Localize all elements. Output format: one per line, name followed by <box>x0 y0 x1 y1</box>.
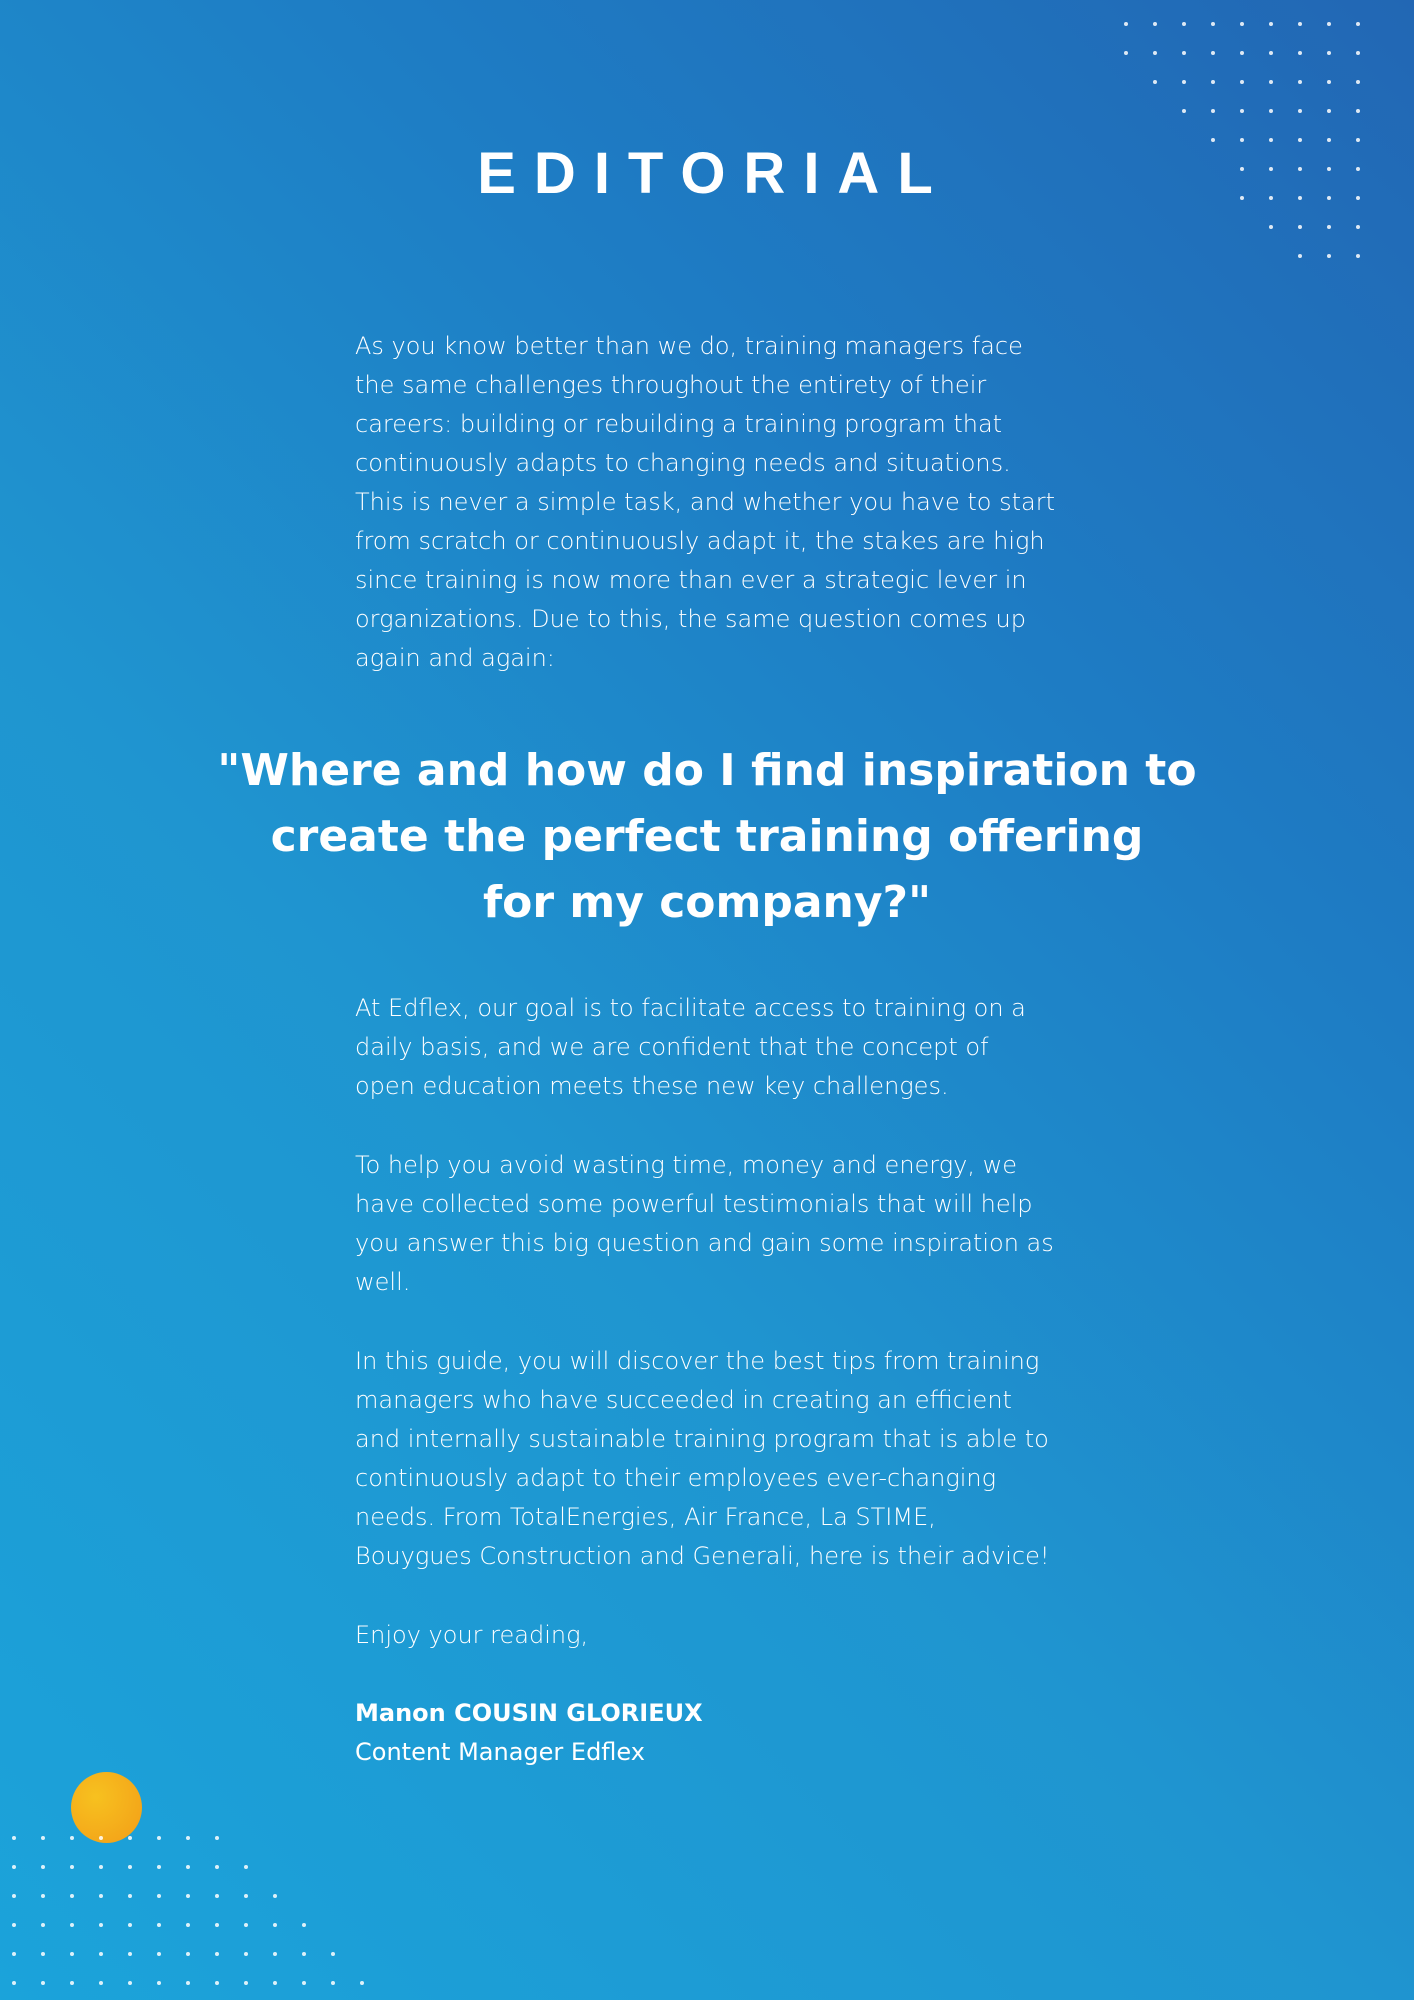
decorative-dot <box>41 1952 45 1956</box>
decorative-dot <box>1269 22 1273 26</box>
decorative-dot <box>1153 51 1157 55</box>
text-line: daily basis, and we are confident that the concept of <box>355 1033 989 1061</box>
decorative-dot <box>1211 80 1215 84</box>
text-line: As you know better than we do, training managers face <box>355 332 1023 360</box>
decorative-dot <box>215 1923 219 1927</box>
decorative-dot <box>1298 22 1302 26</box>
decorative-dot <box>99 1894 103 1898</box>
decorative-dot <box>70 1981 74 1985</box>
text-line: you answer this big question and gain some inspiration as <box>355 1229 1054 1257</box>
decorative-dot <box>244 1981 248 1985</box>
decorative-dot <box>1269 80 1273 84</box>
text-line: since training is now more than ever a strategic lever in <box>355 566 1027 594</box>
decorative-dot <box>1211 109 1215 113</box>
decorative-dot <box>273 1952 277 1956</box>
decorative-dot <box>1269 51 1273 55</box>
decorative-dot <box>1356 51 1360 55</box>
decorative-dot <box>273 1923 277 1927</box>
text-line: managers who have succeeded in creating an efficient <box>355 1386 1012 1414</box>
decorative-dot <box>1240 80 1244 84</box>
decorative-dot <box>41 1894 45 1898</box>
decorative-dot <box>1356 109 1360 113</box>
decorative-dot <box>1356 254 1360 258</box>
page-title: EDITORIAL <box>477 141 951 206</box>
decorative-dot <box>244 1952 248 1956</box>
decorative-dot <box>1153 22 1157 26</box>
decorative-dot <box>1240 109 1244 113</box>
text-line: open education meets these new key challenges. <box>355 1072 949 1100</box>
author-name: Manon COUSIN GLORIEUX <box>355 1699 703 1727</box>
text-line: again and again: <box>355 644 555 672</box>
decorative-dot <box>1182 51 1186 55</box>
decorative-dot <box>99 1981 103 1985</box>
decorative-dot <box>186 1981 190 1985</box>
text-line: and internally sustainable training program that is able to <box>355 1425 1049 1453</box>
decorative-dot <box>157 1894 161 1898</box>
decorative-dot <box>302 1981 306 1985</box>
paragraph-edflex-goal <box>355 989 1055 1106</box>
text-line: organizations. Due to this, the same question comes up <box>355 605 1026 633</box>
decorative-dot <box>244 1894 248 1898</box>
decorative-dot <box>331 1981 335 1985</box>
decorative-dot <box>244 1923 248 1927</box>
decorative-dot <box>157 1865 161 1869</box>
decorative-dot-pattern-bottom-left <box>0 1830 400 2000</box>
text-line: continuously adapt to their employees ever-changing <box>355 1464 997 1492</box>
decorative-dot <box>157 1836 161 1840</box>
decorative-dot <box>1269 225 1273 229</box>
closing-line: Enjoy your reading, <box>355 1621 589 1649</box>
text-line: Bouygues Construction and Generali, here is their advice! <box>355 1542 1050 1570</box>
decorative-dot <box>99 1952 103 1956</box>
decorative-dot <box>1298 225 1302 229</box>
decorative-dot <box>99 1865 103 1869</box>
decorative-dot <box>186 1952 190 1956</box>
decorative-dot <box>1327 51 1331 55</box>
decorative-dot <box>70 1836 74 1840</box>
decorative-dot <box>1240 22 1244 26</box>
decorative-dot <box>1298 51 1302 55</box>
decorative-dot <box>12 1952 16 1956</box>
decorative-dot <box>302 1923 306 1927</box>
decorative-dot <box>186 1894 190 1898</box>
decorative-dot <box>157 1923 161 1927</box>
decorative-dot <box>1356 22 1360 26</box>
decorative-dot <box>1327 254 1331 258</box>
decorative-dot <box>1269 109 1273 113</box>
author-role: Content Manager Edflex <box>355 1738 645 1766</box>
quote-line: for my company?" <box>482 877 932 928</box>
decorative-dot <box>70 1923 74 1927</box>
decorative-dot <box>215 1981 219 1985</box>
text-line: careers: building or rebuilding a training program that <box>355 410 1003 438</box>
decorative-dot <box>128 1836 132 1840</box>
decorative-dot <box>1182 109 1186 113</box>
decorative-dot <box>41 1836 45 1840</box>
decorative-dot <box>1298 109 1302 113</box>
decorative-dot <box>128 1923 132 1927</box>
decorative-dot <box>12 1894 16 1898</box>
decorative-dot <box>128 1894 132 1898</box>
decorative-dot <box>41 1923 45 1927</box>
text-line: the same challenges throughout the entirety of their <box>355 371 987 399</box>
decorative-dot <box>1211 22 1215 26</box>
decorative-dot <box>128 1981 132 1985</box>
decorative-dot <box>12 1836 16 1840</box>
decorative-dot <box>215 1865 219 1869</box>
decorative-dot <box>157 1952 161 1956</box>
decorative-dot <box>1327 80 1331 84</box>
paragraph-guide <box>355 1342 1055 1576</box>
text-line: To help you avoid wasting time, money and energy, we <box>355 1151 1017 1179</box>
text-line: continuously adapts to changing needs and situations. <box>355 449 1011 477</box>
decorative-dot <box>1153 80 1157 84</box>
decorative-dot <box>1327 109 1331 113</box>
decorative-dot <box>273 1981 277 1985</box>
decorative-dot <box>128 1952 132 1956</box>
decorative-dot <box>215 1836 219 1840</box>
decorative-dot <box>99 1836 103 1840</box>
decorative-dot <box>41 1981 45 1985</box>
decorative-dot <box>302 1952 306 1956</box>
text-line: needs. From TotalEnergies, Air France, La STIME, <box>355 1503 936 1531</box>
decorative-dot <box>157 1981 161 1985</box>
decorative-dot <box>1356 80 1360 84</box>
decorative-dot <box>70 1894 74 1898</box>
decorative-dot <box>186 1836 190 1840</box>
decorative-dot <box>99 1923 103 1927</box>
decorative-dot <box>360 1981 364 1985</box>
decorative-dot <box>186 1923 190 1927</box>
decorative-dot <box>1182 80 1186 84</box>
decorative-dot <box>273 1894 277 1898</box>
decorative-dot <box>70 1865 74 1869</box>
decorative-dot <box>1182 22 1186 26</box>
decorative-dot <box>12 1865 16 1869</box>
quote-line: create the perfect training offering <box>270 811 1144 862</box>
decorative-dot <box>12 1981 16 1985</box>
text-line: from scratch or continuously adapt it, the stakes are high <box>355 527 1045 555</box>
decorative-dot <box>1240 51 1244 55</box>
text-line: At Edflex, our goal is to facilitate access to training on a <box>355 994 1026 1022</box>
text-line: This is never a simple task, and whether you have to start <box>355 488 1056 516</box>
text-line: In this guide, you will discover the best tips from training <box>355 1347 1040 1375</box>
decorative-dot <box>128 1865 132 1869</box>
decorative-dot <box>215 1894 219 1898</box>
text-line: well. <box>355 1268 411 1296</box>
quote-line: "Where and how do I find inspiration to <box>217 745 1197 796</box>
decorative-dot <box>1327 225 1331 229</box>
decorative-dot <box>1124 22 1128 26</box>
decorative-dot <box>186 1865 190 1869</box>
decorative-dot <box>1327 22 1331 26</box>
decorative-dot <box>215 1952 219 1956</box>
decorative-dot <box>70 1952 74 1956</box>
decorative-dot <box>244 1865 248 1869</box>
decorative-dot <box>41 1865 45 1869</box>
decorative-dot <box>12 1923 16 1927</box>
paragraph-testimonials <box>355 1146 1055 1302</box>
decorative-dot <box>1298 80 1302 84</box>
decorative-dot <box>331 1952 335 1956</box>
decorative-dot <box>1124 51 1128 55</box>
text-line: have collected some powerful testimonials that will help <box>355 1190 1033 1218</box>
pull-quote <box>207 738 1207 936</box>
decorative-dot <box>1211 51 1215 55</box>
intro-paragraph <box>355 327 1055 678</box>
decorative-dot <box>1298 254 1302 258</box>
decorative-dot <box>1356 225 1360 229</box>
